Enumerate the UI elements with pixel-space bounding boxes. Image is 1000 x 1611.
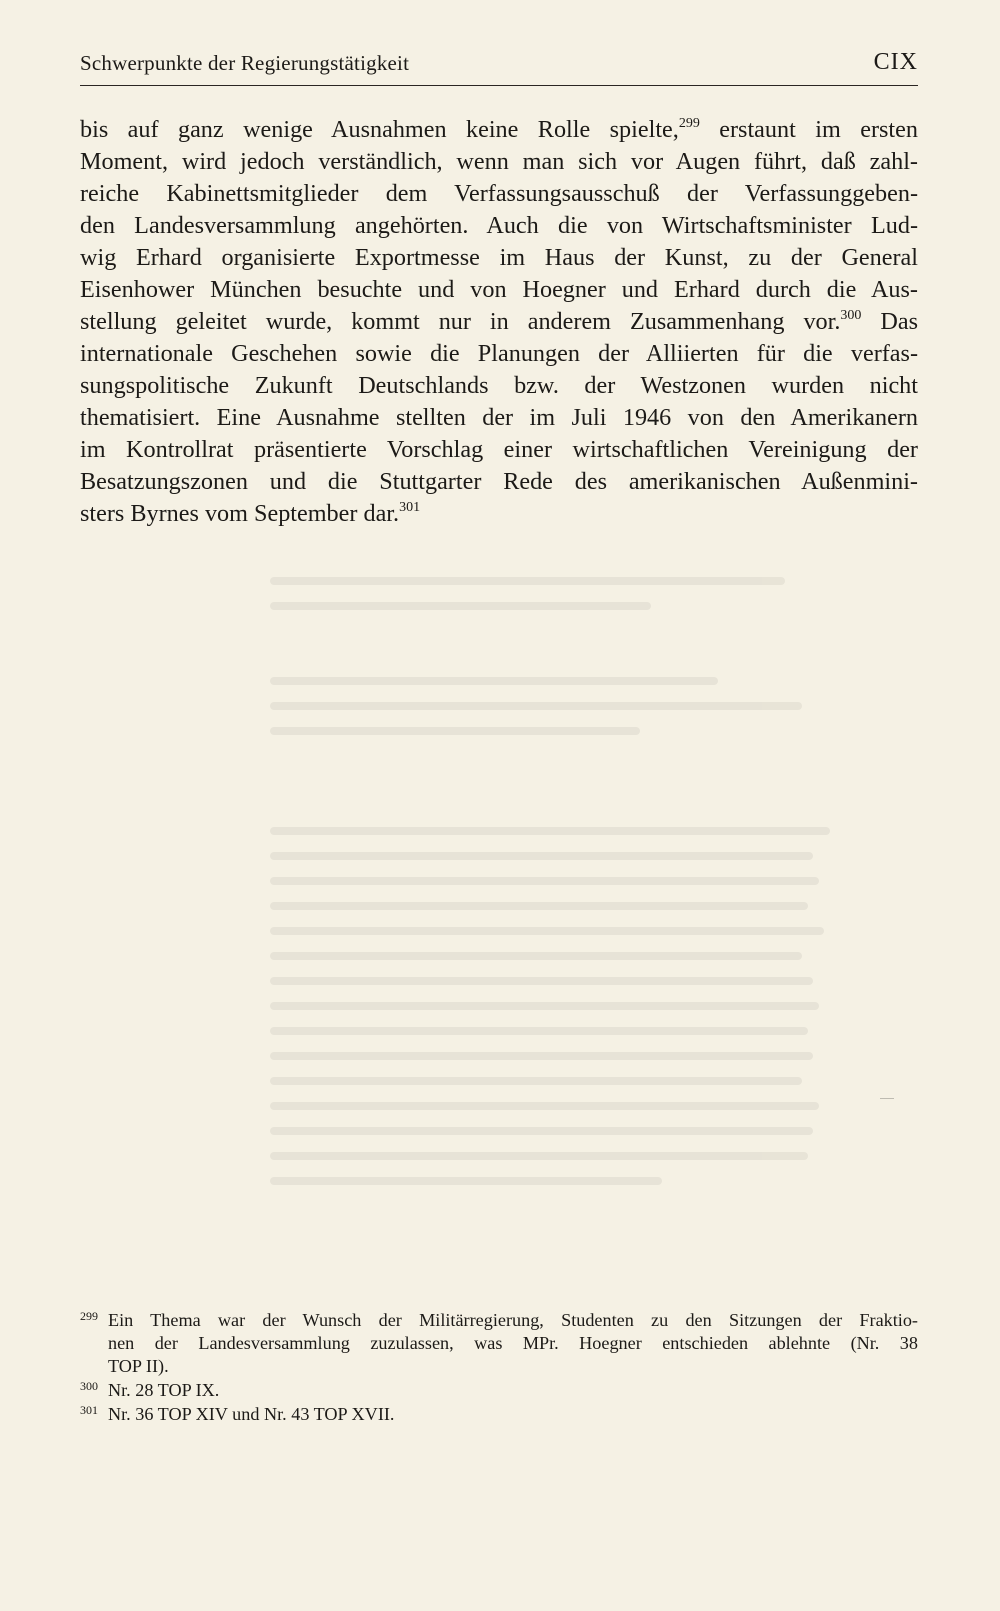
- footnote-reference[interactable]: 301: [399, 500, 421, 515]
- page-number: CIX: [873, 49, 918, 75]
- footnotes-section: [80, 1309, 918, 1427]
- footnote-number: 301: [80, 1403, 98, 1417]
- text-line: im Kontrollrat präsentierte Vorschlag einer wirtschaftlichen Vereinigung der: [80, 436, 918, 463]
- text-line: Eisenhower München besuchte und von Hoegner und Erhard durch die Aus-: [80, 276, 918, 303]
- footnote-line: nen der Landesversammlung zuzulassen, was MPr. Hoegner entschieden ablehnte (Nr. 38: [108, 1333, 918, 1353]
- footnote-number: 299: [80, 1309, 98, 1323]
- footnote-number: 300: [80, 1379, 98, 1393]
- footnote-reference[interactable]: 300: [840, 308, 862, 323]
- footnote-reference[interactable]: 299: [678, 116, 700, 131]
- text-line: internationale Geschehen sowie die Planungen der Alliierten für die verfas-: [80, 340, 918, 367]
- footnote-line: Ein Thema war der Wunsch der Militärregierung, Studenten zu den Sitzungen der Fraktio-: [108, 1310, 918, 1330]
- footnote: [80, 1379, 918, 1402]
- running-header: [80, 47, 918, 86]
- text-line: thematisiert. Eine Ausnahme stellten der im Juli 1946 von den Amerikanern: [80, 404, 918, 431]
- text-line: bis auf ganz wenige Ausnahmen keine Rolle spielte,$^{299}$ erstaunt im ersten: [80, 116, 918, 143]
- stray-mark: [880, 1098, 894, 1099]
- footnote-line: Nr. 28 TOP IX.: [108, 1380, 220, 1400]
- text-line: den Landesversammlung angehörten. Auch die von Wirtschaftsminister Lud-: [80, 212, 918, 239]
- text-line: sungspolitische Zukunft Deutschlands bzw. der Westzonen wurden nicht: [80, 372, 918, 399]
- footnote-line: TOP II).: [108, 1356, 169, 1376]
- footnote: [80, 1403, 918, 1426]
- bleed-through-shading: [270, 560, 830, 1202]
- text-line: sters Byrnes vom September dar.$^{301}$: [80, 500, 421, 527]
- text-line: reiche Kabinettsmitglieder dem Verfassungsausschuß der Verfassunggeben-: [80, 180, 918, 207]
- text-line: Besatzungszonen und die Stuttgarter Rede des amerikanischen Außenmini-: [80, 468, 918, 495]
- footnote: [80, 1309, 918, 1378]
- text-line: Moment, wird jedoch verständlich, wenn man sich vor Augen führt, daß zahl-: [80, 148, 918, 175]
- text-line: wig Erhard organisierte Exportmesse im Haus der Kunst, zu der General: [80, 244, 918, 271]
- body-paragraph: [80, 114, 918, 530]
- footnote-line: Nr. 36 TOP XIV und Nr. 43 TOP XVII.: [108, 1404, 395, 1424]
- running-title: Schwerpunkte der Regierungstätigkeit: [80, 51, 410, 75]
- text-line: stellung geleitet wurde, kommt nur in anderem Zusammenhang vor.$^{300}$ Das: [80, 308, 919, 335]
